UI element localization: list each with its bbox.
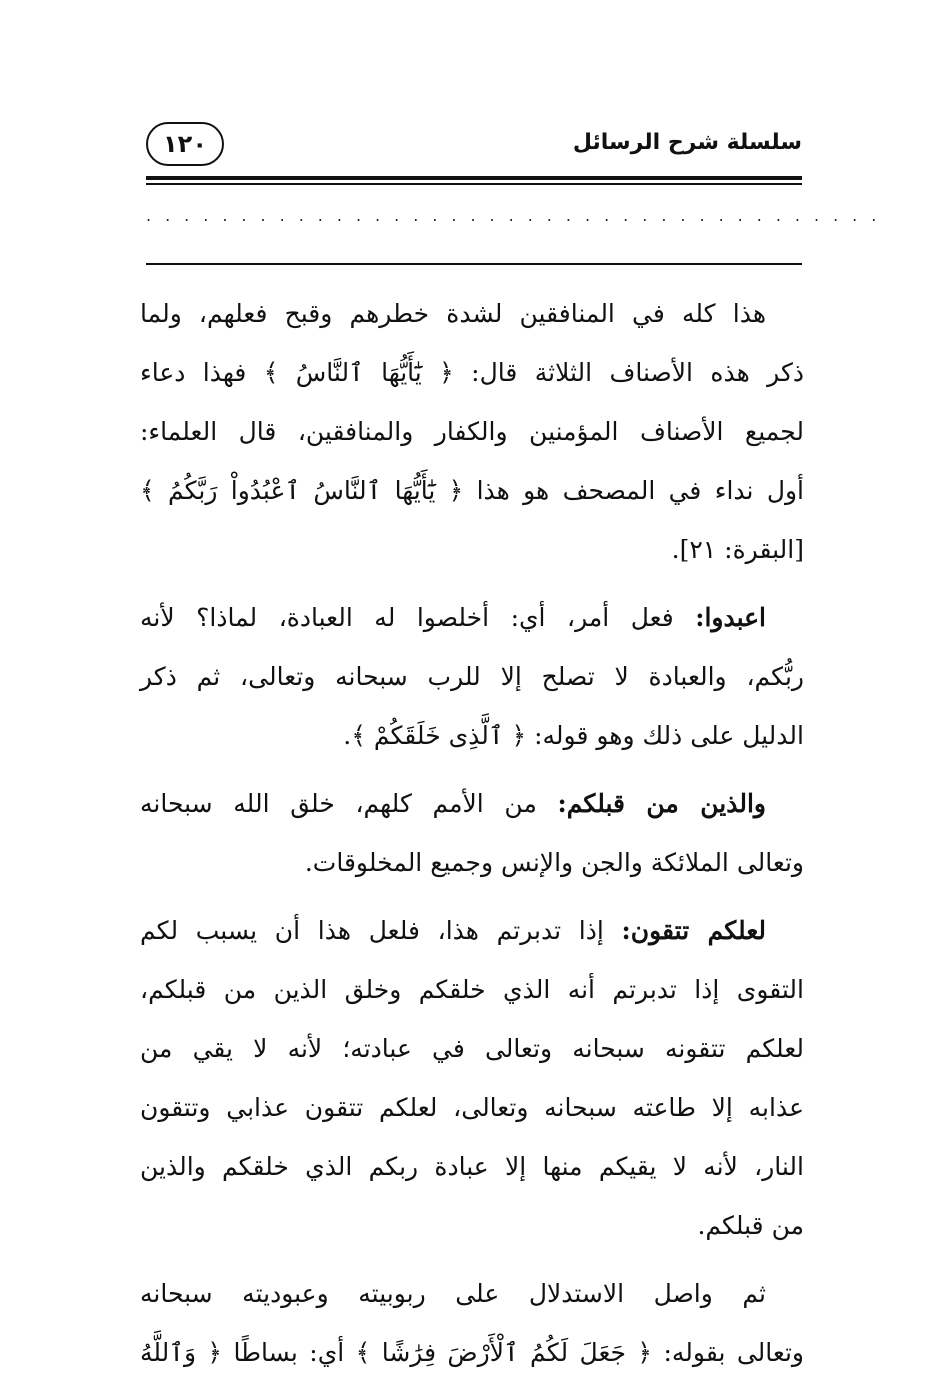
text-fragment: فعل أمر، أي: أخلصوا له العبادة، لماذا؟ لأنه [140, 603, 696, 632]
text-line: وتعالى الملائكة والجن والإنس وجميع المخلوقات. [304, 848, 804, 877]
paragraph [140, 774, 804, 892]
text-line: وتعالى بقوله: ﴿ جَعَلَ لَكُمُ ٱلْأَرْضَ فِرَٰشًا ﴾ أي: بساطًا ﴿ وَٱللَّهُ [140, 1338, 804, 1367]
text-line: النار، لأنه لا يقيكم منها إلا عبادة ربكم الذي خلقكم والذين [140, 1152, 804, 1181]
defined-term: والذين من قبلكم: [557, 789, 766, 818]
text-line [140, 901, 804, 960]
body-text [140, 284, 804, 1391]
header-rule-thin [146, 183, 802, 185]
text-line: التقوى إذا تدبرتم أنه الذي خلقكم وخلق الذين من قبلكم، [140, 975, 804, 1004]
text-line: ذكر هذه الأصناف الثلاثة قال: ﴿ يَٰٓأَيُّهَا ٱلنَّاسُ ﴾ فهذا دعاء [140, 358, 804, 387]
header-rule-thick [146, 176, 802, 180]
text-fragment: إذا تدبرتم هذا، فلعل هذا أن يسبب لكم [140, 916, 622, 945]
text-line: ربُّكم، والعبادة لا تصلح إلا للرب سبحانه وتعالى، ثم ذكر [140, 662, 804, 691]
text-line [140, 774, 804, 833]
page-number: ١٢٠ [146, 122, 224, 166]
text-line: لعلكم تتقونه سبحانه وتعالى في عبادته؛ لأنه لا يقي من [140, 1034, 804, 1063]
text-line: ثم واصل الاستدلال على ربوبيته وعبوديته سبحانه [140, 1279, 766, 1308]
text-line: من قبلكم. [697, 1211, 804, 1240]
text-line: أول نداء في المصحف هو هذا ﴿ يَٰٓأَيُّهَا ٱلنَّاسُ ٱعْبُدُواْ رَبَّكُمُ ﴾ [140, 476, 804, 505]
text-fragment: من الأمم كلهم، خلق الله سبحانه [140, 789, 558, 818]
paragraph [140, 901, 804, 1255]
text-line: عذابه إلا طاعته سبحانه وتعالى، لعلكم تتقون عذابي وتتقون [140, 1093, 804, 1122]
page-header [146, 118, 802, 178]
dotted-separator: ....................................... [146, 206, 891, 225]
paragraph [140, 1264, 804, 1382]
defined-term: اعبدوا: [695, 603, 766, 632]
text-line: [البقرة: ٢١]. [671, 535, 804, 564]
paragraph [140, 284, 804, 579]
series-title: سلسلة شرح الرسائل [572, 130, 802, 155]
section-rule [146, 263, 802, 265]
text-line: الدليل على ذلك وهو قوله: ﴿ ٱلَّذِى خَلَقَكُمْ ﴾. [343, 721, 804, 750]
paragraph [140, 588, 804, 765]
text-line [140, 588, 804, 647]
defined-term: لعلكم تتقون: [621, 916, 766, 945]
text-line: لجميع الأصناف المؤمنين والكفار والمنافقين، قال العلماء: [140, 417, 804, 446]
text-line: هذا كله في المنافقين لشدة خطرهم وقبح فعلهم، ولما [140, 299, 766, 328]
